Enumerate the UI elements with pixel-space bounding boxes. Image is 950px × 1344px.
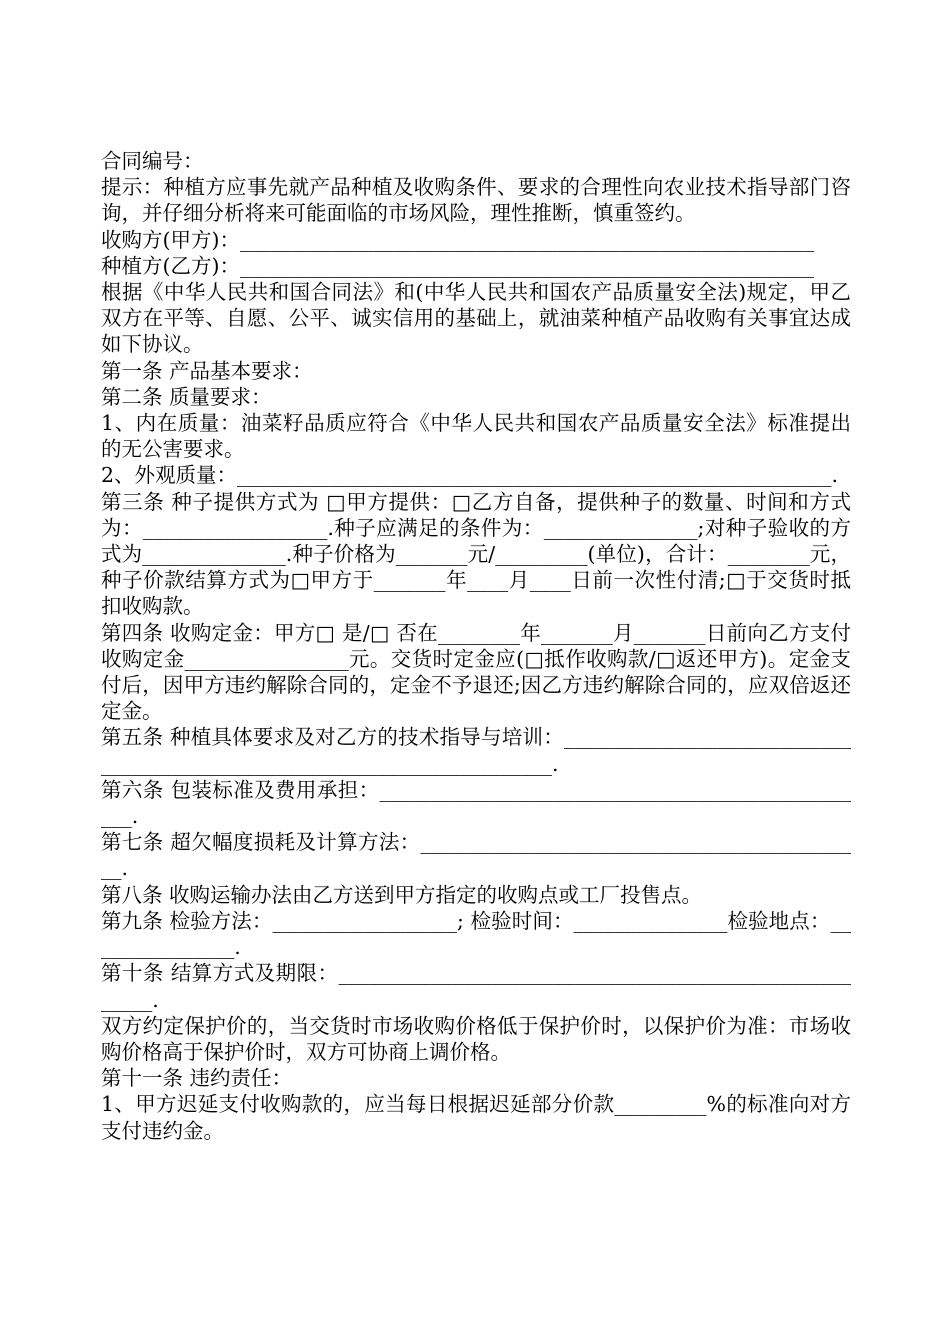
article-7-paragraph: 第七条 超欠幅度损耗及计算方法：____________________________________________.: [101, 830, 851, 881]
article-11-heading: 第十一条 违约责任：: [101, 1066, 293, 1091]
article-9-paragraph: 第九条 检验方法：__________________; 检验时间：_______________检验地点：_______________.: [101, 908, 851, 960]
article-4-paragraph: 第四条 收购定金：甲方□ 是/□ 否在________年_______月_______日前向乙方支付收购定金________________元。交货时定金应(□抵作收购款/□返还甲方)。定金支付后，因甲方违约解除合同的，定金不予退还;因乙方违约解除合同的，应双倍返还定金。: [101, 620, 851, 724]
appearance-quality-item: 2、外观质量：__________________________________________________________.: [101, 463, 839, 488]
article-3-paragraph: 第三条 种子提供方式为 □甲方提供：□乙方自备，提供种子的数量、时间和方式为：__________________.种子应满足的条件为：_______________;对种子验收的方式为______________.种子价格为_______元/_________(单位)，合计：________元，种子价款结算方式为□甲方于_______年____月____日前一次性付清;□于交货时抵扣收购款。: [101, 489, 851, 619]
preamble-paragraph: 根据《中华人民共和国合同法》和(中华人民共和国农产品质量安全法)规定，甲乙双方在平等、自愿、公平、诚实信用的基础上，就油菜种植产品收购有关事宜达成如下协议。: [101, 280, 851, 357]
protection-price-paragraph: 双方约定保护价的，当交货时市场收购价格低于保护价时，以保护价为准：市场收购价格高于保护价时，双方可协商上调价格。: [101, 1013, 851, 1064]
grower-party-line: 种植方(乙方)：________________________________________________________: [101, 253, 814, 278]
contract-document: [101, 148, 851, 1144]
breach-item-1: 1、甲方迟延支付收购款的，应当每日根据迟延部分价款_________%的标准向对方支付违约金。: [101, 1092, 851, 1143]
internal-quality-item: 1、内在质量：油菜籽品质应符合《中华人民共和国农产品质量安全法》标准提出的无公害要求。: [101, 411, 851, 462]
contract-number-line: 合同编号：: [101, 149, 204, 173]
article-5-paragraph: 第五条 种植具体要求及对乙方的技术指导与培训：________________________________________________________________________.: [101, 725, 851, 776]
article-1-heading: 第一条 产品基本要求：: [101, 358, 313, 383]
article-10-paragraph: 第十条 结算方式及期限：_______________________________________________________.: [101, 961, 851, 1012]
article-6-paragraph: 第六条 包装标准及费用承担：_________________________________________________.: [101, 777, 851, 829]
article-8-paragraph: 第八条 收购运输办法由乙方送到甲方指定的收购点或工厂投售点。: [101, 882, 703, 907]
notice-paragraph: 提示：种植方应事先就产品种植及收购条件、要求的合理性向农业技术指导部门咨询，并仔细分析将来可能面临的市场风险，理性推断，慎重签约。: [101, 175, 851, 226]
buyer-party-line: 收购方(甲方)：________________________________________________________: [101, 227, 814, 252]
article-2-heading: 第二条 质量要求：: [101, 384, 272, 409]
